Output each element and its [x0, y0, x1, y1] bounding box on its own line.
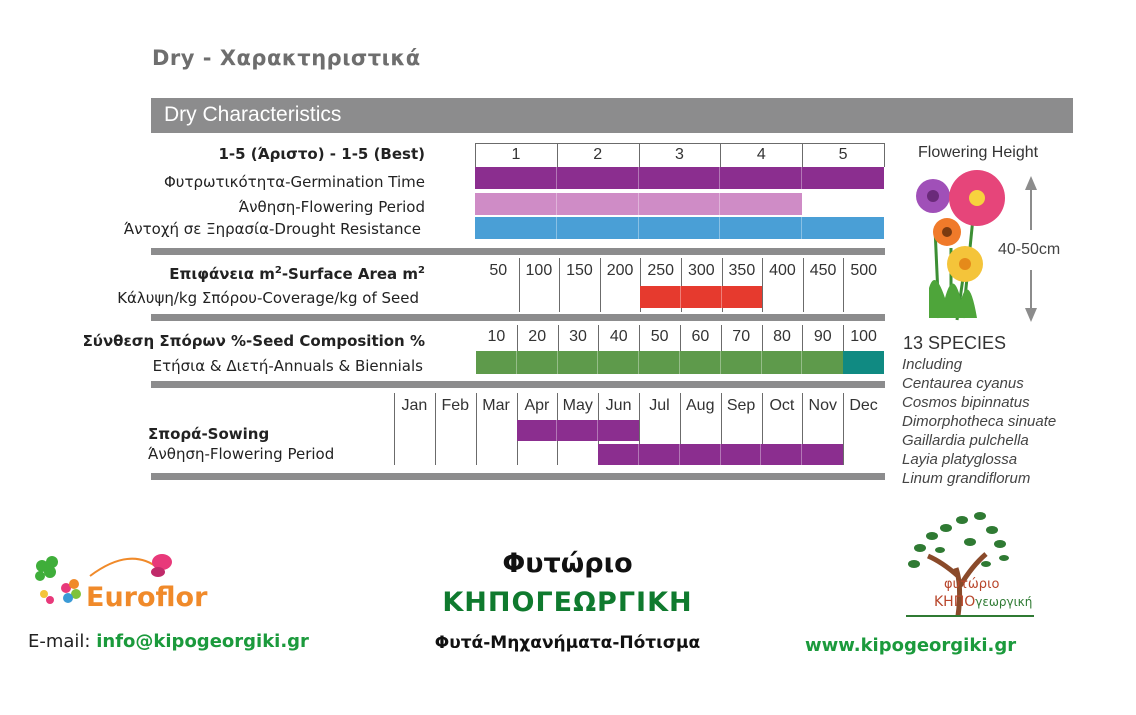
height-value: 40-50cm [998, 241, 1061, 258]
rating-row-label-1: Άνθηση-Flowering Period [238, 198, 425, 216]
surface-scale-label: 50 [489, 262, 508, 279]
flowering-height-label: Flowering Height [918, 144, 1039, 161]
sowing-bar [517, 420, 640, 441]
bar-segment-divider [720, 351, 721, 374]
bar-segment-divider [801, 351, 802, 374]
species-item: Gaillardia pulchella [902, 432, 1029, 449]
surface-scale-label: 350 [728, 262, 756, 279]
month-label: Feb [441, 397, 470, 414]
company-brand: ΚΗΠΟΓΕΩΡΓΙΚΗ [442, 587, 693, 618]
separator [151, 381, 885, 388]
bar-segment-divider [638, 351, 639, 374]
bar-segment-divider [760, 444, 761, 465]
surface-scale-label: 200 [606, 262, 634, 279]
bar-segment-divider [680, 286, 681, 308]
month-label: Jun [605, 397, 632, 414]
surface-heading-prefix: Επιφάνεια m [169, 265, 275, 283]
composition-scale-label: 80 [773, 328, 791, 345]
company-name: Φυτώριο [502, 548, 633, 579]
species-item: Centaurea cyanus [902, 375, 1024, 392]
surface-sup-2: 2 [418, 265, 425, 276]
logo-text-bottom-a: ΚΗΠΟ [934, 594, 976, 610]
rating-row-label-0: Φυτρωτικότητα-Germination Time [163, 173, 425, 191]
surface-heading [169, 265, 425, 283]
composition-scale-label: 60 [691, 328, 710, 345]
logo-text-bottom-b: γεωργική [975, 595, 1033, 609]
bar-segment-divider [556, 167, 557, 189]
scale-divider [884, 143, 885, 167]
rating-bar-2 [475, 217, 884, 239]
composition-scale-label: 40 [609, 328, 628, 345]
website-link[interactable]: www.kipogeorgiki.gr [805, 635, 1017, 656]
kipogeorgiki-logo [900, 506, 1040, 621]
month-label: Dec [849, 397, 878, 414]
bar-segment-divider [597, 351, 598, 374]
composition-row-label: Ετήσια & Διετή-Annuals & Biennials [152, 357, 423, 375]
composition-heading: Σύνθεση Σπόρων %-Seed Composition % [82, 332, 425, 350]
month-label: Oct [769, 397, 795, 414]
composition-bar-annuals [476, 351, 843, 374]
pink-flower-icon [949, 170, 1005, 226]
species-including: Including [902, 356, 963, 373]
separator [151, 473, 885, 480]
surface-row-label: Κάλυψη/kg Σπόρου-Coverage/kg of Seed [117, 289, 419, 307]
bar-segment-divider [719, 193, 720, 215]
surface-scale-label: 450 [809, 262, 837, 279]
species-item: Cosmos bipinnatus [902, 394, 1030, 411]
composition-scale-label: 20 [528, 328, 547, 345]
orange-flower-icon [933, 218, 961, 246]
sowing-label: Σπορά-Sowing [148, 425, 270, 443]
rating-scale-label: 4 [756, 146, 766, 163]
rating-scale-label: 3 [675, 146, 684, 163]
rating-scale-label: 2 [593, 146, 603, 163]
bar-segment-divider [761, 351, 762, 374]
section-banner [151, 98, 1073, 133]
page-title: Dry - Χαρακτηριστικά [152, 46, 421, 70]
bar-segment-divider [556, 193, 557, 215]
surface-scale-grid [478, 258, 884, 312]
bar-segment-divider [556, 217, 557, 239]
bar-segment-divider [721, 286, 722, 308]
rating-scale-grid [475, 143, 884, 241]
bar-segment-divider [597, 420, 598, 441]
bar-segment-divider [638, 167, 639, 189]
flowering-bar [598, 444, 843, 465]
bar-segment-divider [720, 444, 721, 465]
bar-segment-divider [801, 217, 802, 239]
logo-text-top: φυτώριο [944, 577, 1000, 592]
surface-scale-label: 250 [647, 262, 675, 279]
yellow-flower-icon [947, 246, 983, 282]
species-item: Dimorphotheca sinuate [902, 413, 1057, 430]
email-link[interactable]: info@kipogeorgiki.gr [96, 631, 309, 652]
bar-segment-divider [556, 420, 557, 441]
composition-scale-grid [476, 325, 884, 375]
month-label: Jul [649, 397, 670, 414]
composition-scale-label: 90 [813, 328, 832, 345]
species-count: 13 SPECIES [903, 333, 1007, 353]
clover-icon [35, 556, 81, 604]
euroflor-logo-text: Euroflor [86, 582, 208, 613]
composition-scale-label: 70 [732, 328, 751, 345]
bar-segment-divider [801, 444, 802, 465]
coverage-bar [640, 286, 762, 308]
species-item: Linum grandiflorum [902, 470, 1031, 487]
surface-scale-label: 400 [769, 262, 796, 279]
company-tagline: Φυτά-Μηχανήματα-Πότισμα [434, 633, 701, 653]
bar-segment-divider [638, 444, 639, 465]
scale-top-line [475, 143, 884, 144]
separator [151, 248, 885, 255]
composition-scale-label: 30 [569, 328, 587, 345]
month-label: Apr [524, 397, 550, 414]
sowing-month-grid [394, 393, 884, 467]
email-label: E-mail: [28, 631, 91, 652]
rating-scale-label: 1 [511, 146, 521, 163]
rating-row-label-2: Άντοχή σε Ξηρασία-Drought Resistance [123, 220, 421, 238]
composition-scale-label: 10 [487, 328, 506, 345]
bar-segment-divider [638, 217, 639, 239]
separator [151, 314, 885, 321]
surface-sup-1: 2 [274, 265, 282, 276]
bar-segment-divider [679, 444, 680, 465]
bar-segment-divider [638, 193, 639, 215]
surface-heading-mid: -Surface Area m [281, 265, 419, 283]
rating-heading: 1-5 (Άριστο) - 1-5 (Best) [218, 145, 425, 163]
month-label: May [562, 397, 593, 414]
surface-scale-label: 100 [525, 262, 553, 279]
bar-segment-divider [719, 217, 720, 239]
month-label: Mar [482, 397, 510, 414]
surface-scale-label: 150 [566, 262, 593, 279]
rating-bar-1 [475, 193, 802, 215]
surface-scale-label: 500 [850, 262, 878, 279]
composition-scale-label: 100 [850, 328, 877, 345]
composition-bar-biennials [843, 351, 884, 374]
bar-segment-divider [719, 167, 720, 189]
banner-title: Dry Characteristics [164, 103, 342, 126]
rating-bar-0 [475, 167, 884, 189]
month-label: Jan [401, 397, 428, 414]
logo-text-bottom [934, 594, 1032, 610]
species-item: Layia platyglossa [902, 451, 1018, 468]
month-label: Sep [726, 397, 756, 414]
bar-segment-divider [801, 167, 802, 189]
surface-scale-label: 300 [687, 262, 715, 279]
euroflor-logo [30, 548, 240, 614]
month-label: Aug [686, 397, 715, 414]
swoosh-icon [90, 559, 158, 576]
bar-segment-divider [516, 351, 517, 374]
rating-scale-label: 5 [838, 146, 848, 163]
composition-scale-label: 50 [650, 328, 669, 345]
month-label: Nov [808, 397, 837, 414]
bar-segment-divider [679, 351, 680, 374]
bar-segment-divider [557, 351, 558, 374]
purple-flower-icon [916, 179, 950, 213]
sowing-flowering-label: Άνθηση-Flowering Period [148, 445, 335, 463]
butterfly-icon [151, 554, 172, 577]
email-row [28, 631, 309, 652]
